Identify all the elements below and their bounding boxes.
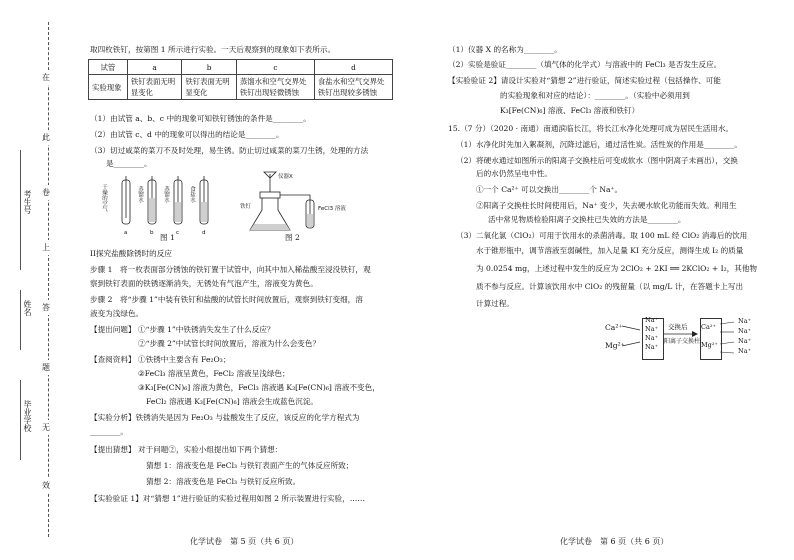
q15-part2-sub3: 活中常见物质检验阳离子交换柱已失效的方法是________。 <box>488 215 686 224</box>
section-2-title: II探究盐酸除锈时的反应 <box>90 249 172 258</box>
step-1-line2: 察到铁钉表面的铁锈逐渐消失，无锈处有气泡产生，溶液变为黄色。 <box>90 279 318 288</box>
analysis-line1: 【实验分析】铁锈消失是因为 Fe₂O₃ 与盐酸发生了反应，该反应的化学方程式为 <box>90 413 360 422</box>
binding-margin <box>0 0 70 560</box>
verify-2-line3: K₃[Fe(CN)₆] 溶液、FeCl₃ 溶液和铁钉） <box>500 106 640 115</box>
output-ion: Na⁺ <box>738 347 751 355</box>
right-q2: （2）实验是验证________（填气体的化学式）与溶液中的 FeCl₃ 是否发生反应。 <box>448 60 722 69</box>
reference-tag: 【查阅资料】 <box>90 355 136 364</box>
seal-line <box>48 22 49 537</box>
reference-3: ③K₃[Fe(CN)₆] 溶液为黄色，FeCl₃ 溶液遇 K₃[Fe(CN)₆] 溶液不变色， <box>138 383 380 392</box>
table-cell: 蒸馏水和空气交界处 铁钉出现轻微锈蚀 <box>236 75 314 100</box>
q15-part3-line4: 质不参与反应。计算该饮用水中 ClO₂ 的残留量（以 mg/L 计，在答题卡上写出 <box>476 282 744 291</box>
question-tag: 【提出问题】 <box>90 325 136 334</box>
experiment-table <box>88 59 393 100</box>
column-ion: Na⁺ <box>645 325 658 333</box>
q15-part2-sub2: ②阳离子交换柱长时间使用后，Na⁺ 变少，失去硬水软化功能而失效。利用生 <box>476 201 737 210</box>
tube-letter: b <box>150 230 154 236</box>
student-number-line <box>20 150 21 270</box>
input-arrows <box>622 320 642 354</box>
nail-label: 铁钉 <box>240 204 252 210</box>
figure-2-label: 图 2 <box>285 233 300 242</box>
guess-2: 猜想 2：溶液变色是 FeCl₃ 与铁钉反应所致。 <box>146 477 301 486</box>
column-ion: Na⁺ <box>645 316 658 324</box>
seal-char: 无 <box>42 420 50 435</box>
verify-1: 【实验验证 1】对“猜想 1”进行验证的实验过程用如图 2 所示装置进行实验，…… <box>90 494 365 503</box>
step-2-line1: 步骤 2 将“步骤 1”中装有铁钉和盐酸的试管长时间放置后，观察到铁钉变细，溶 <box>90 295 363 304</box>
tube-letter: d <box>202 230 206 236</box>
q15-part2-line1: （2）将硬水通过如图所示的阳离子交换柱后可变成软水（图中阴离子未画出），交换 <box>456 156 738 165</box>
question-item-1: ①“步骤 1”中铁锈消失发生了什么反应？ <box>138 325 275 334</box>
field-name: 姓名 <box>23 300 32 316</box>
arrow-top-label: 交换后 <box>668 323 688 331</box>
table-header: 试管 <box>89 60 128 75</box>
question-3-line1: （3）切过咸菜的菜刀不及时处理，易生锈。防止切过咸菜的菜刀生锈，处理的方法 <box>90 146 369 155</box>
column-ion: Na⁺ <box>645 343 658 351</box>
step-1-line1: 步骤 1 将一枚表面部分锈蚀的铁钉置于试管中，向其中加入稀盐酸至浸没铁钉，观 <box>90 265 371 274</box>
question-1: （1）由试管 a、b、c 中的现象可知铁钉锈蚀的条件是________。 <box>90 114 311 123</box>
table-row <box>89 75 393 100</box>
seal-char: 效 <box>42 478 50 493</box>
tube-letter: c <box>176 230 180 236</box>
reference-4: FeCl₂ 溶液遇 K₃[Fe(CN)₆] 溶液会生成蓝色沉淀。 <box>146 397 319 406</box>
seal-char: 卷 <box>42 185 50 200</box>
figure-2 <box>240 170 350 240</box>
table-header: b <box>182 60 237 75</box>
seal-char: 此 <box>42 130 50 145</box>
field-school: 毕业学校 <box>23 400 32 432</box>
table-header: c <box>236 60 314 75</box>
q15-part2-line2: 后的水仍然呈电中性。 <box>476 169 552 178</box>
guess-1: 猜想 1：溶液变色是 FeCl₃ 与铁钉表面产生的气体反应所致； <box>146 461 354 470</box>
table-cell: 食盐水和空气交界处 铁钉出现较多锈蚀 <box>314 75 392 100</box>
output-ion: Na⁺ <box>738 317 751 325</box>
bound-ion-mg: Mg²⁺ <box>701 341 718 349</box>
name-line <box>20 290 21 350</box>
fecl3-label: FeCl3 溶液 <box>318 206 346 212</box>
seal-char: 答 <box>42 300 50 315</box>
table-cell: 铁钉表面无明 显变化 <box>182 75 237 100</box>
table-row-label: 实验现象 <box>89 75 128 100</box>
intro-text: 取四枚铁钉，按第图 1 所示进行实验。一天后观察到的现象如下表所示。 <box>90 45 336 54</box>
tube-label: 蒸馏水 <box>137 186 143 203</box>
table-cell: 铁钉表面无明 显变化 <box>127 75 182 100</box>
question-15: 15.（7 分）（2020 · 南通）南通滨临长江，将长江水净化处理可成为居民生活用水。 <box>448 124 734 133</box>
figure-1-label: 图 1 <box>160 233 175 242</box>
verify-2-line1: 【实验验证 2】请设计实验对“猜想 2”进行验证，简述实验过程（包括操作、可能 <box>448 76 721 85</box>
right-q1: （1）仪器 X 的名称为________。 <box>448 45 562 54</box>
seal-char: 题 <box>42 360 50 375</box>
verify-2-line2: 的实验现象和对应的结论）：________。（实验中必须用到 <box>500 91 690 100</box>
analysis-line2: ________。 <box>90 427 128 436</box>
left-footer: 化学试卷 第 5 页（共 6 页） <box>190 537 299 546</box>
delivery-tube <box>280 195 310 218</box>
tube-letter: a <box>124 230 128 236</box>
school-line <box>20 380 21 460</box>
output-ion: Na⁺ <box>738 337 751 345</box>
step-2-line2: 液变为浅绿色。 <box>90 309 144 318</box>
tube-label: 蒸馏水 <box>163 186 169 203</box>
q15-part2-sub1: ①一个 Ca²⁺ 可以交换出________个 Na⁺。 <box>476 185 623 194</box>
input-ion-mg: Mg²⁺ <box>605 341 625 350</box>
tube-label: 食盐水 <box>189 186 195 203</box>
column-ion: Na⁺ <box>645 334 658 342</box>
question-2: （2）由试管 c、d 中的现象可以得出的结论是________。 <box>90 130 284 139</box>
q15-part3-line1: （3）二氧化氯（ClO₂）可用于饮用水的杀菌消毒。取 100 mL 经 ClO₂ 消毒后的饮用 <box>456 231 748 240</box>
q15-part1: （1）水净化时先加入絮凝剂，沉降过滤后，通过活性炭。活性炭的作用是________。 <box>456 140 742 149</box>
question-3-line2: 是________。 <box>106 159 152 168</box>
table-header: d <box>314 60 392 75</box>
tube-label: 干燥的空气 <box>101 184 107 212</box>
question-item-2: ②“步骤 2”中试管长时间放置后，溶液为什么会变色？ <box>138 339 321 348</box>
q15-part3-line3: 为 0.0254 mg，上述过程中发生的反应为 2ClO₂ + 2KI ══ 2KClO₂ + I₂，其他物 <box>476 264 758 273</box>
output-ion: Na⁺ <box>738 327 751 335</box>
q15-part3-line5: 计算过程。 <box>476 299 514 308</box>
seal-char: 上 <box>42 240 50 255</box>
table-header: a <box>127 60 182 75</box>
table-header-row <box>89 60 393 75</box>
input-ion-ca: Ca²⁺ <box>605 323 623 332</box>
reference-2: ②FeCl₃ 溶液呈黄色，FeCl₂ 溶液呈浅绿色； <box>138 369 290 378</box>
exchange-arrow <box>664 330 700 338</box>
bound-ion-ca: Ca²⁺ <box>701 323 716 331</box>
guess-intro: 对于问题②，实验小组提出如下两个猜想： <box>138 445 283 454</box>
field-student-number: 考生号 <box>23 190 32 214</box>
arrow-bottom-label: 阳离子交换柱 <box>664 338 701 345</box>
right-footer: 化学试卷 第 6 页（共 6 页） <box>560 537 669 546</box>
seal-char: 在 <box>42 70 50 85</box>
instrument-x-label: 仪器X <box>278 174 293 180</box>
output-arrows <box>720 318 736 358</box>
guess-tag: 【提出猜想】 <box>90 445 136 454</box>
stopper <box>260 192 280 198</box>
q15-part3-line2: 水于锥形瓶中，调节溶液至弱碱性，加入足量 KI 充分反应，测得生成 I₂ 的质量 <box>476 246 744 255</box>
reference-1: ①铁锈中主要含有 Fe₂O₃； <box>138 355 231 364</box>
